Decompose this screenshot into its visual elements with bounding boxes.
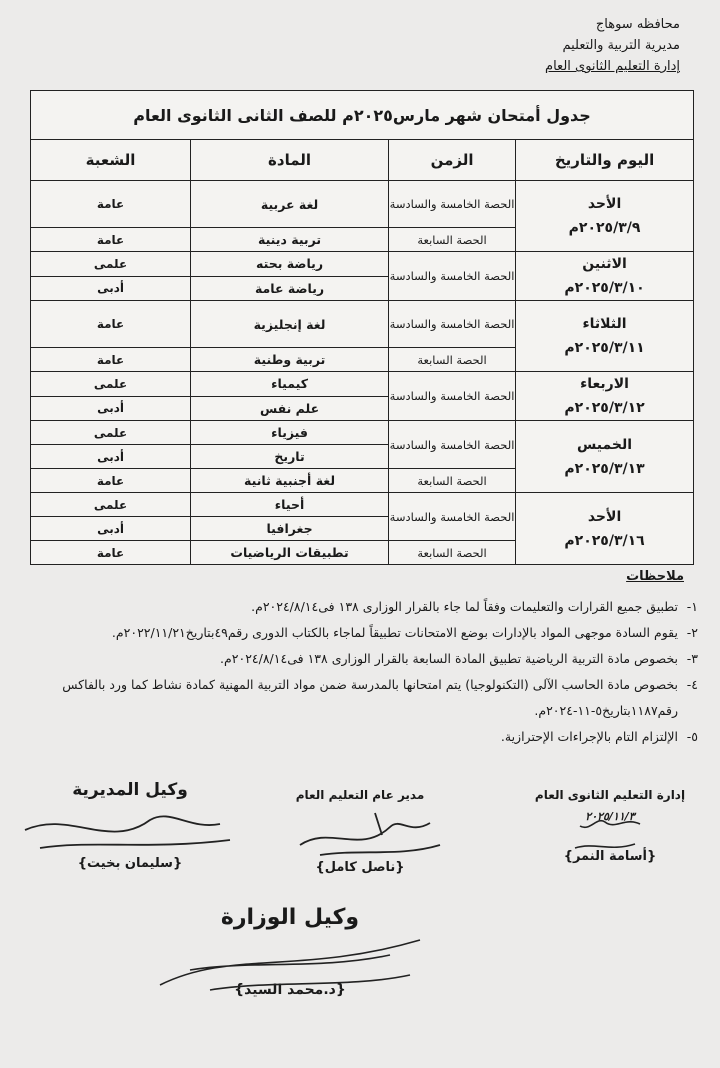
signature-role: وكيل الوزارة bbox=[220, 905, 360, 930]
day-date: ٢٠٢٥/٣/١٢م bbox=[564, 400, 645, 416]
day-cell bbox=[516, 181, 694, 252]
table-row bbox=[31, 252, 694, 277]
subject-cell: تاريخ bbox=[191, 445, 389, 469]
time-cell: الحصة الخامسة والسادسة bbox=[389, 181, 516, 228]
note-item bbox=[18, 646, 698, 672]
signature-name: {سليمان بخيت} bbox=[77, 856, 183, 871]
time-cell: الحصة الخامسة والسادسة bbox=[389, 301, 516, 348]
signature-name: {أسامة النمر} bbox=[563, 849, 657, 864]
day-cell bbox=[516, 301, 694, 372]
notes-title: ملاحظات bbox=[626, 569, 684, 584]
branch-cell: عامة bbox=[31, 348, 191, 372]
table-row bbox=[31, 493, 694, 517]
subject-cell: تطبيقات الرياضيات bbox=[191, 541, 389, 565]
note-item bbox=[18, 724, 698, 750]
day-name: الاربعاء bbox=[580, 376, 629, 392]
branch-cell: عامة bbox=[31, 228, 191, 252]
time-cell: الحصة الخامسة والسادسة bbox=[389, 421, 516, 469]
signature-scribble bbox=[555, 812, 645, 862]
time-cell: الحصة الخامسة والسادسة bbox=[389, 493, 516, 541]
table-title: جدول أمتحان شهر مارس٢٠٢٥م للصف الثانى الثانوى العام bbox=[31, 91, 694, 140]
column-header-day-date: اليوم والتاريخ bbox=[516, 140, 694, 181]
letterhead bbox=[545, 14, 680, 77]
branch-cell: علمى bbox=[31, 252, 191, 277]
note-item bbox=[18, 620, 698, 646]
branch-cell: علمى bbox=[31, 421, 191, 445]
day-cell bbox=[516, 493, 694, 565]
signature-role: إدارة التعليم الثانوى العام bbox=[534, 788, 686, 802]
time-cell: الحصة الخامسة والسادسة bbox=[389, 252, 516, 301]
note-number: ٣- bbox=[686, 651, 698, 666]
governorate-line: محافظه سوهاج bbox=[595, 17, 680, 32]
day-date: ٢٠٢٥/٣/١٠م bbox=[564, 280, 645, 296]
day-cell bbox=[516, 252, 694, 301]
day-name: الاثنين bbox=[582, 256, 627, 272]
note-text: الإلتزام التام بالإجراءات الإحترازية. bbox=[500, 729, 678, 744]
exam-schedule-table bbox=[30, 90, 694, 565]
branch-cell: علمى bbox=[31, 493, 191, 517]
branch-cell: عامة bbox=[31, 181, 191, 228]
day-name: الثلاثاء bbox=[582, 316, 627, 332]
subject-cell: علم نفس bbox=[191, 396, 389, 421]
day-cell bbox=[516, 372, 694, 421]
subject-cell: تربية دينية bbox=[191, 228, 389, 252]
note-number: ٤- bbox=[686, 677, 698, 692]
note-number: ٥- bbox=[686, 729, 698, 744]
note-text: تطبيق جميع القرارات والتعليمات وفقاً لما جاء بالقرار الوزارى ١٣٨ فى٢٠٢٤/٨/١٤م. bbox=[251, 599, 678, 614]
time-cell: الحصة السابعة bbox=[389, 469, 516, 493]
day-cell bbox=[516, 421, 694, 493]
branch-cell: أدبى bbox=[31, 445, 191, 469]
subject-cell: رياضة بحته bbox=[191, 252, 389, 277]
table-row bbox=[31, 301, 694, 348]
signature-scribble bbox=[150, 930, 430, 1000]
branch-cell: علمى bbox=[31, 372, 191, 397]
day-name: الأحد bbox=[587, 196, 622, 212]
branch-cell: أدبى bbox=[31, 396, 191, 421]
note-item bbox=[18, 594, 698, 620]
signature-scribble bbox=[20, 800, 240, 860]
subject-cell: لغة عربية bbox=[191, 181, 389, 228]
signature-role: مدير عام التعليم العام bbox=[295, 788, 425, 802]
time-cell: الحصة السابعة bbox=[389, 541, 516, 565]
branch-cell: أدبى bbox=[31, 517, 191, 541]
note-number: ٢- bbox=[686, 625, 698, 640]
signature-name: {د.محمد السيد} bbox=[234, 982, 346, 998]
subject-cell: فيزياء bbox=[191, 421, 389, 445]
table-row bbox=[31, 372, 694, 397]
table-row bbox=[31, 181, 694, 228]
branch-cell: عامة bbox=[31, 301, 191, 348]
branch-cell: أدبى bbox=[31, 276, 191, 301]
table-row bbox=[31, 421, 694, 445]
subject-cell: رياضة عامة bbox=[191, 276, 389, 301]
time-cell: الحصة السابعة bbox=[389, 348, 516, 372]
subject-cell: لغة إنجليزية bbox=[191, 301, 389, 348]
note-text: بخصوص مادة الحاسب الآلى (التكنولوجيا) يتم امتحانها بالمدرسة ضمن مواد التربية المهنية كمادة نشاط كما ورد بالفاكس رقم١١٨٧بتاريخ٥-١١-٢٠٢٤م. bbox=[62, 677, 678, 718]
column-header-time: الزمن bbox=[389, 140, 516, 181]
signature-name: {ناصل كامل} bbox=[315, 860, 405, 875]
signature-role: وكيل المديرية bbox=[72, 780, 188, 800]
day-name: الخميس bbox=[577, 436, 633, 453]
subject-cell: كيمياء bbox=[191, 372, 389, 397]
note-text: بخصوص مادة التربية الرياضية تطبيق المادة السابعة بالقرار الوزارى ١٣٨ فى٢٠٢٤/٨/١٤م. bbox=[220, 651, 678, 666]
subject-cell: أحياء bbox=[191, 493, 389, 517]
handwritten-date: ٢٠٢٥/١١/٣ bbox=[585, 810, 635, 823]
branch-cell: عامة bbox=[31, 469, 191, 493]
day-date: ٢٠٢٥/٣/١٦م bbox=[564, 532, 645, 549]
day-date: ٢٠٢٥/٣/١١م bbox=[564, 340, 645, 356]
note-text: يقوم السادة موجهى المواد بالإدارات بوضع الامتحانات تطبيقاً لماجاء بالكتاب الدورى رقم٤٩بتاريخ٢٠٢٢/١١/٢١م. bbox=[111, 625, 678, 640]
time-cell: الحصة الخامسة والسادسة bbox=[389, 372, 516, 421]
day-date: ٢٠٢٥/٣/٩م bbox=[568, 220, 641, 236]
day-date: ٢٠٢٥/٣/١٣م bbox=[564, 460, 645, 477]
branch-cell: عامة bbox=[31, 541, 191, 565]
note-number: ١- bbox=[686, 599, 698, 614]
note-item bbox=[18, 672, 698, 724]
administration-line: إدارة التعليم الثانوى العام bbox=[545, 59, 680, 74]
notes-section bbox=[18, 564, 698, 750]
column-header-subject: المادة bbox=[191, 140, 389, 181]
subject-cell: جغرافيا bbox=[191, 517, 389, 541]
subject-cell: تربية وطنية bbox=[191, 348, 389, 372]
directorate-line: مديرية التربية والتعليم bbox=[562, 38, 680, 53]
subject-cell: لغة أجنبية ثانية bbox=[191, 469, 389, 493]
signature-scribble bbox=[290, 805, 450, 865]
time-cell: الحصة السابعة bbox=[389, 228, 516, 252]
column-header-branch: الشعبة bbox=[31, 140, 191, 181]
day-name: الأحد bbox=[587, 508, 622, 525]
